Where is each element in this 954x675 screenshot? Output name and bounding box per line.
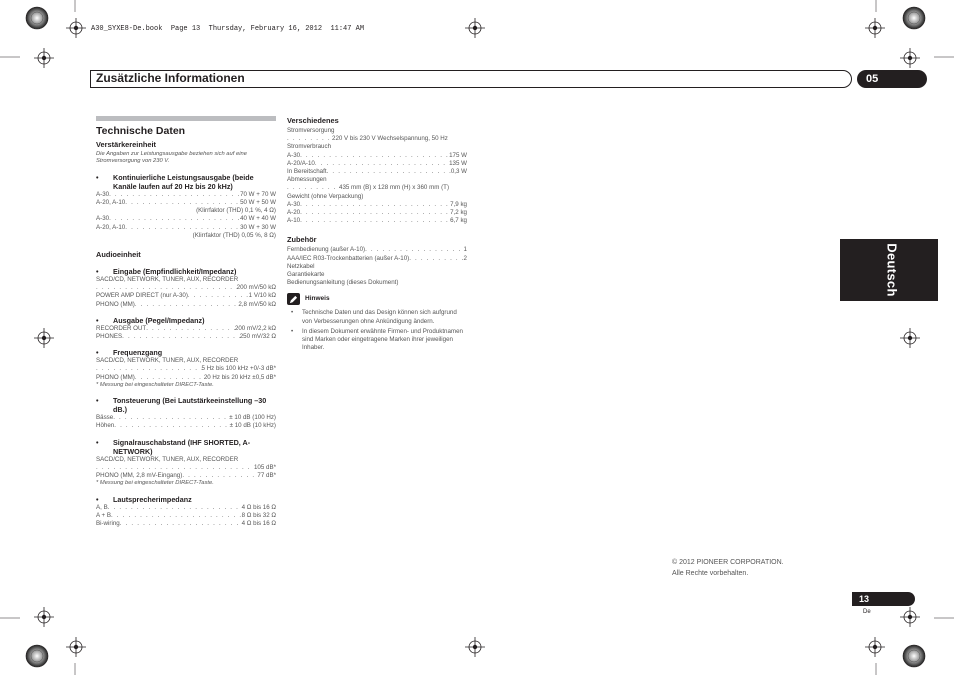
- footnote: * Messung bei eingeschalteter DIRECT-Taste.: [96, 381, 214, 388]
- spec-row: . . . 220 V bis 230 V Wechselspannung, 50 Hz: [287, 135, 467, 143]
- consumption-label: Stromverbrauch: [287, 143, 332, 151]
- frequency-sources: SACD/CD, NETWORK, TUNER, AUX, RECORDER: [96, 357, 239, 365]
- accessories-heading: Zubehör: [287, 235, 317, 245]
- chapter-title: Zusätzliche Informationen: [96, 71, 245, 85]
- continuous-heading: • Kontinuierliche Leistungsausgabe (beide Kanäle laufen auf 20 Hz bis 20 kHz): [96, 172, 254, 191]
- spec-row: Fernbedienung (außer A-10) . . . 1: [287, 246, 467, 254]
- spec-row: A, B . . . 4 Ω bis 16 Ω: [96, 504, 276, 512]
- spec-row: A-10 . . . 6,7 kg: [287, 217, 467, 225]
- list-item: • In diesem Dokument erwähnte Firmen- und Produktnamen sind Marken oder eingetragene Marken ihrer jeweiligen Inhaber.: [291, 327, 463, 352]
- spec-row: A-30 . . . 7,9 kg: [287, 201, 467, 209]
- spec-row: A-20, A-10 . . . 50 W + 50 W: [96, 199, 276, 207]
- audio-heading: Audioeinheit: [96, 250, 141, 260]
- page-number: 13: [852, 592, 915, 606]
- input-sources: SACD/CD, NETWORK, TUNER, AUX, RECORDER: [96, 276, 239, 284]
- spec-row: In Bereitschaft . . . 0,3 W: [287, 168, 467, 176]
- misc-heading: Verschiedenes: [287, 116, 339, 125]
- amp-note: Die Angaben zur Leistungsausgabe beziehen sich auf eine Stromversorgung von 230 V.: [96, 151, 247, 165]
- chapter-number: 05: [857, 70, 927, 88]
- spec-row: Bässe . . . ± 10 dB (100 Hz): [96, 414, 276, 422]
- spec-row: A-30 . . . 175 W: [287, 152, 467, 160]
- input-heading: • Eingabe (Empfindlichkeit/Impedanz): [96, 267, 237, 277]
- right-column: [287, 116, 467, 352]
- spec-row: A-20/A-10 . . . 135 W: [287, 160, 467, 168]
- spec-row: PHONO (MM, 2,8 mV-Eingang) . . . 77 dB*: [96, 472, 276, 480]
- spec-row: RECORDER OUT . . . 200 mV/2,2 kΩ: [96, 325, 276, 333]
- spec-row: . . . 105 dB*: [96, 464, 276, 472]
- spec-row: POWER AMP DIRECT (nur A-30) . . . 1 V/10 kΩ: [96, 292, 276, 300]
- left-column: [96, 116, 276, 528]
- thd-note: (Klirrfaktor (THD) 0,1 %, 4 Ω): [196, 207, 276, 215]
- hint-header: [287, 293, 467, 305]
- list-item: Garantiekarte: [287, 271, 325, 279]
- spec-row: A-30 . . . 70 W + 70 W: [96, 191, 276, 199]
- copyright: © 2012 PIONEER CORPORATION. Alle Rechte vorbehalten.: [672, 559, 784, 577]
- section-title: Technische Daten: [96, 125, 186, 137]
- spec-row: . . . 435 mm (B) x 128 mm (H) x 360 mm (T): [287, 184, 467, 192]
- spec-row: A-30 . . . 40 W + 40 W: [96, 215, 276, 223]
- spec-row: PHONO (MM) . . . 20 Hz bis 20 kHz ±0,5 dB*: [96, 374, 276, 382]
- list-item: Netzkabel: [287, 262, 315, 270]
- print-header: A30_SYXE8-De.book Page 13 Thursday, February 16, 2012 11:47 AM: [91, 25, 365, 33]
- footnote: * Messung bei eingeschalteter DIRECT-Taste.: [96, 480, 214, 487]
- list-item: Bedienungsanleitung (dieses Dokument): [287, 279, 399, 287]
- tone-heading: • Tonsteuerung (Bei Lautstärkeeinstellung –30 dB.): [96, 396, 267, 415]
- dimensions-label: Abmessungen: [287, 176, 327, 184]
- section-rule: [96, 116, 276, 121]
- weight-label: Gewicht (ohne Verpackung): [287, 192, 364, 200]
- amp-heading: Verstärkereinheit: [96, 140, 156, 149]
- output-heading: • Ausgabe (Pegel/Impedanz): [96, 315, 205, 325]
- spec-row: Höhen . . . ± 10 dB (10 kHz): [96, 422, 276, 430]
- pencil-icon: [287, 293, 300, 305]
- snr-heading: • Signalrauschabstand (IHF SHORTED, A-NETWORK): [96, 437, 251, 456]
- spec-row: A + B . . . 8 Ω bis 32 Ω: [96, 512, 276, 520]
- spec-row: PHONES . . . 250 mV/32 Ω: [96, 333, 276, 341]
- hint-title: Hinweis: [305, 295, 330, 303]
- spec-row: A-20, A-10 . . . 30 W + 30 W: [96, 224, 276, 232]
- language-tab-label: Deutsch: [884, 243, 900, 297]
- spec-row: Bi-wiring . . . 4 Ω bis 16 Ω: [96, 520, 276, 528]
- spec-row: . . . 5 Hz bis 100 kHz +0/-3 dB*: [96, 365, 276, 373]
- spec-row: PHONO (MM) . . . 2,8 mV/50 kΩ: [96, 301, 276, 309]
- spec-row: A-20 . . . 7,2 kg: [287, 209, 467, 217]
- spec-row: . . . 200 mV/50 kΩ: [96, 284, 276, 292]
- snr-sources: SACD/CD, NETWORK, TUNER, AUX, RECORDER: [96, 455, 239, 463]
- speaker-heading: • Lautsprecherimpedanz: [96, 494, 192, 504]
- thd-note: (Klirrfaktor (THD) 0,05 %, 8 Ω): [192, 231, 276, 239]
- page-language: De: [863, 609, 871, 615]
- frequency-heading: • Frequenzgang: [96, 348, 163, 358]
- spec-row: AAA/IEC R03-Trockenbatterien (außer A-10) . . . 2: [287, 255, 467, 263]
- list-item: • Technische Daten und das Design können sich aufgrund von Verbesserungen ohne Ankündigung ändern.: [291, 309, 457, 325]
- power-label: Stromversorgung: [287, 127, 335, 134]
- language-tab: [840, 239, 938, 301]
